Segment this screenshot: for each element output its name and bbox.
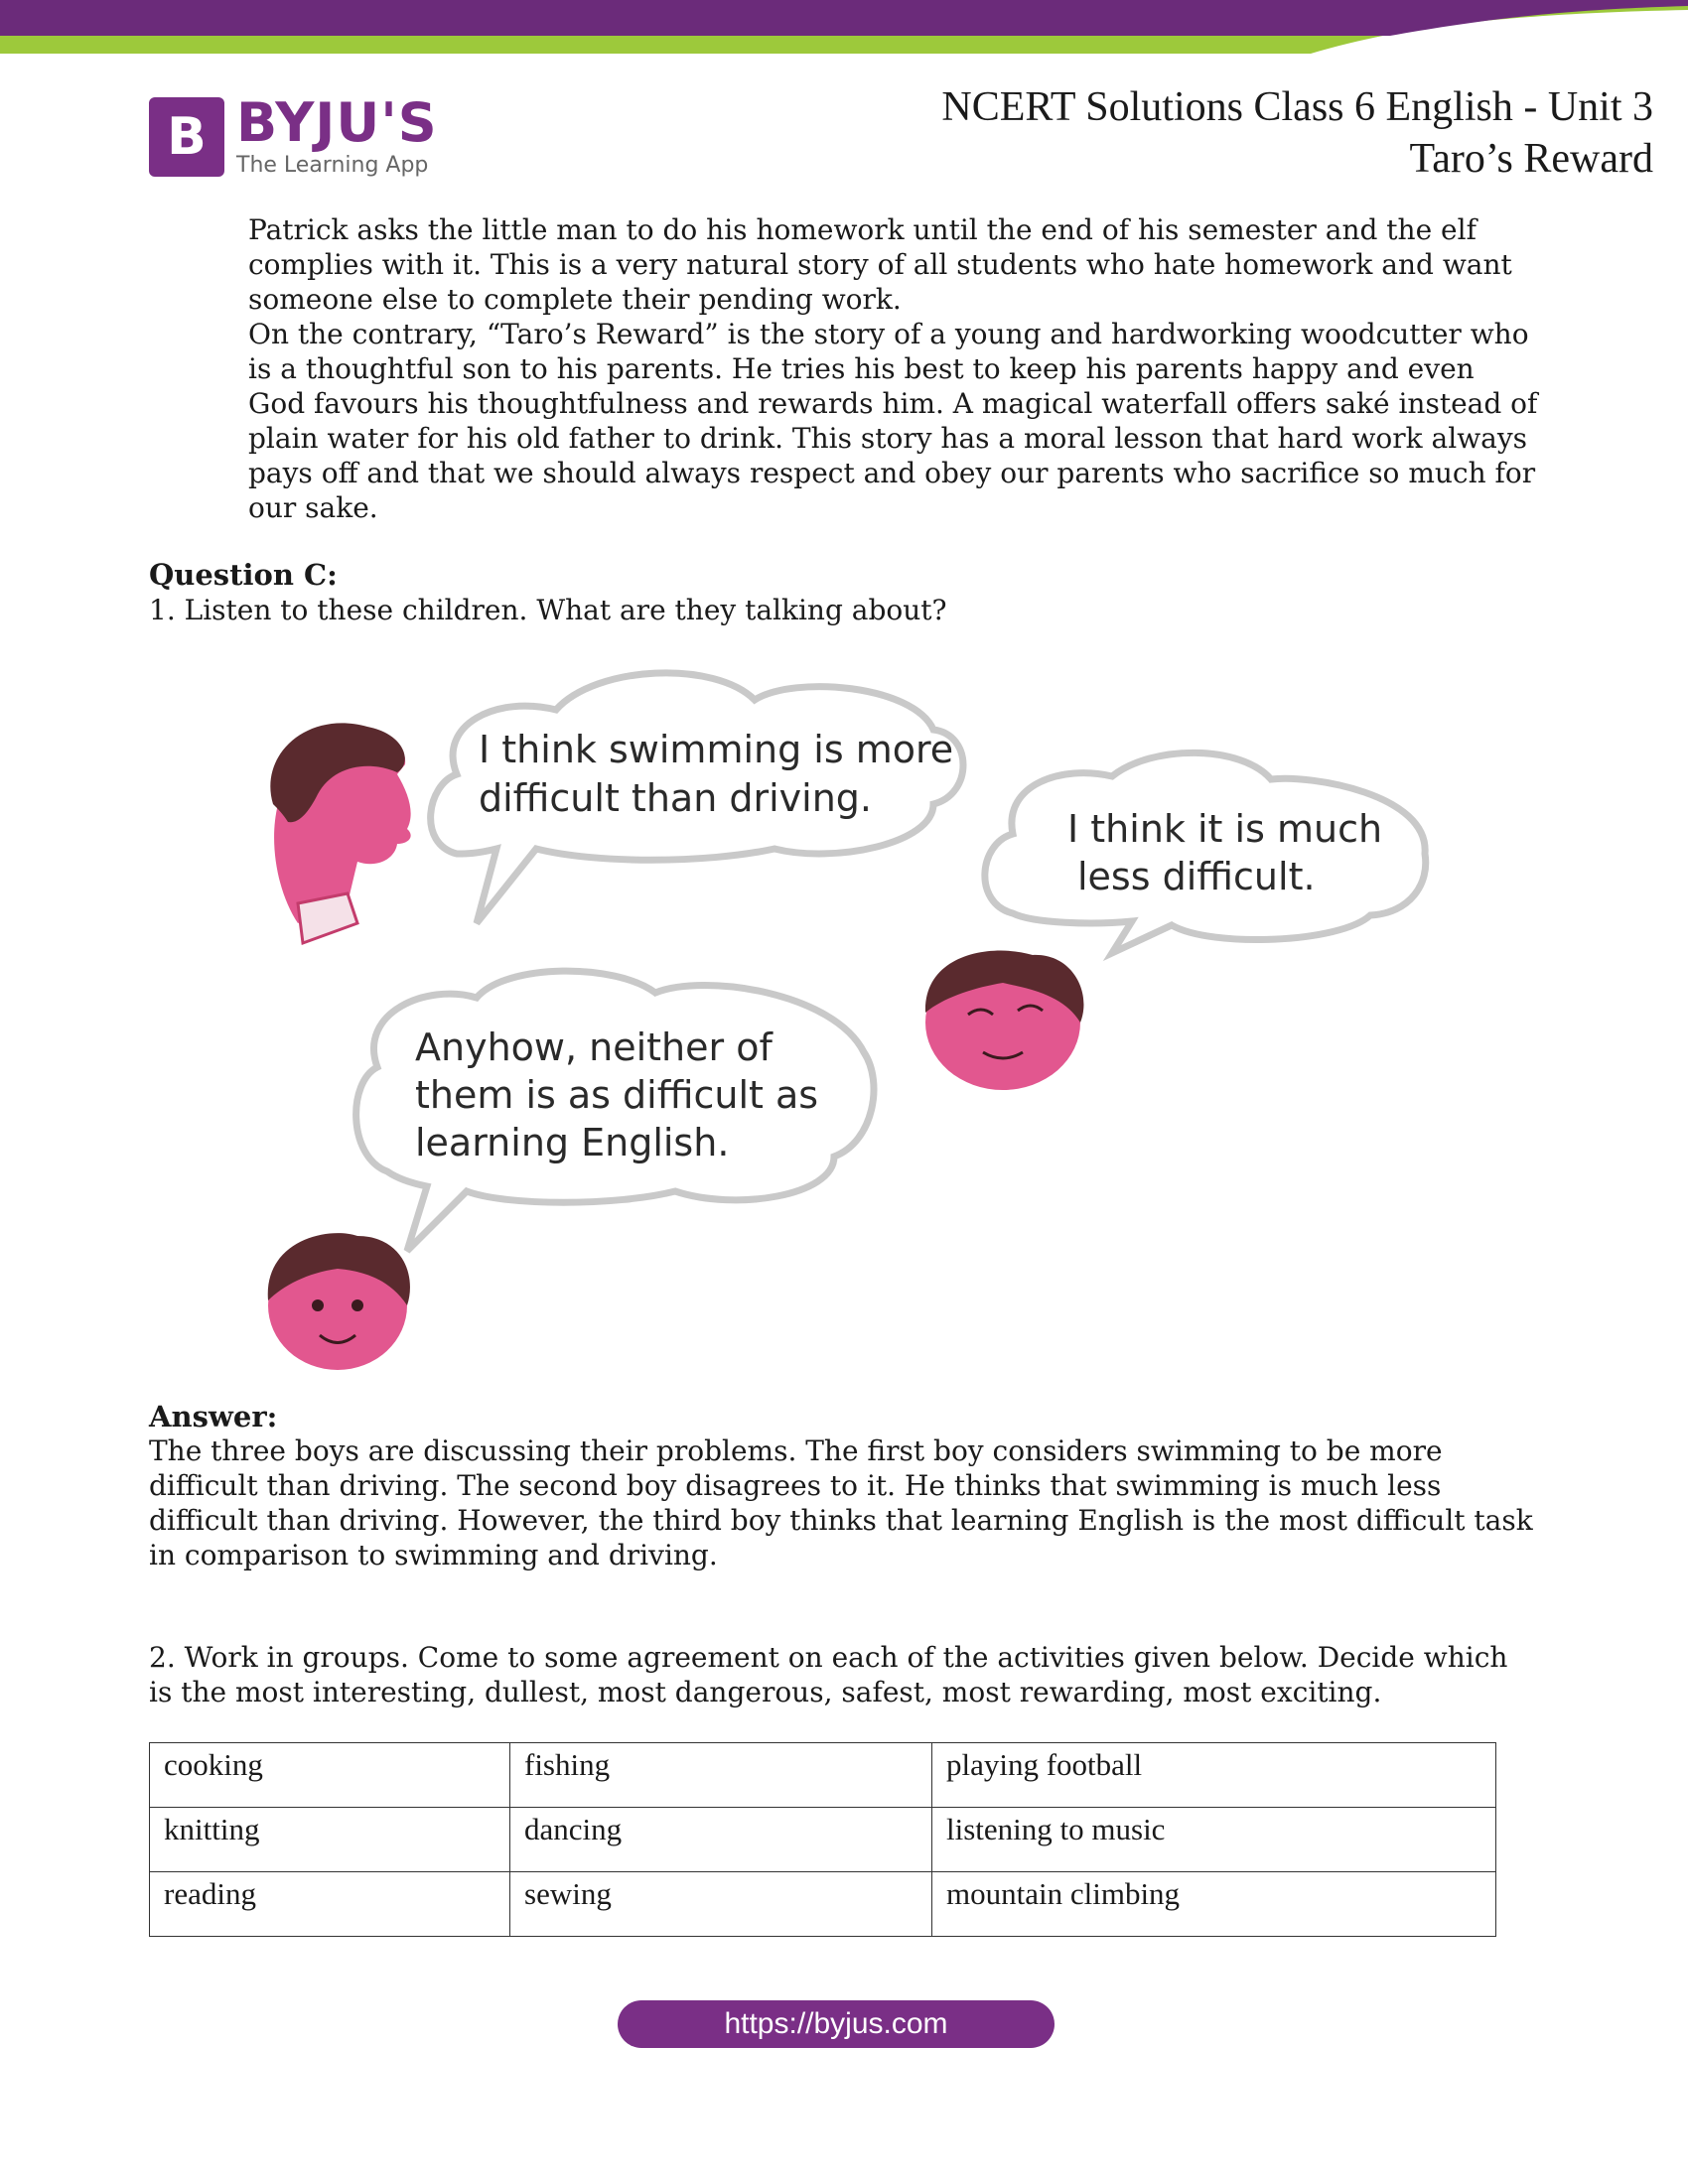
speech-bubble-3 [356, 971, 874, 1251]
table-cell: reading [150, 1872, 510, 1937]
logo-letter: B [167, 107, 207, 167]
bubble-2-line-2: less difficult. [1077, 855, 1316, 898]
activities-table [149, 1742, 1496, 1937]
question-2-text: 2. Work in groups. Come to some agreement on each of the activities given below. Decide which is the most interesting, dullest, most dangerous, safest, most rewarding, most exciting. [149, 1641, 1508, 1708]
answer-text: The three boys are discussing their problems. The first boy considers swimming to be more difficult than driving. The second boy disagrees to it. He thinks that swimming is much less difficult than driving. However, the third boy thinks that learning English is the most difficult task in comparison to swimming and driving. [149, 1434, 1533, 1571]
bubble-2-line-1: I think it is much [1067, 807, 1383, 851]
speech-bubble-2 [985, 752, 1426, 953]
table-cell: dancing [510, 1808, 932, 1872]
bubble-3-line-2: them is as difficult as [415, 1073, 819, 1117]
boy-3-figure [268, 1233, 410, 1370]
document-title [941, 81, 1653, 185]
table-cell: sewing [510, 1872, 932, 1937]
intro-paragraph-1: Patrick asks the little man to do his homework until the end of his semester and the elf complies with it. This is a very natural story of all students who hate homework and want someone else to complete their pending work. [248, 213, 1512, 316]
brand-name: BYJU'S [236, 91, 438, 154]
brand-tagline: The Learning App [236, 153, 429, 178]
bubble-1-line-2: difficult than driving. [479, 776, 872, 820]
intro-paragraph-2: On the contrary, “Taro’s Reward” is the story of a young and hardworking woodcutter who is a thoughtful son to his parents. He tries his best to keep his parents happy and even God favours his thoughtfulness and rewards him. A magical waterfall offers saké instead of plain water for his old father to drink. This story has a moral lesson that hard work always pays off and that we should always respect and obey our parents who sacrifice so much for our sake. [248, 318, 1538, 524]
bubble-3-line-1: Anyhow, neither of [415, 1025, 773, 1069]
intro-section [248, 212, 1539, 525]
title-line-2: Taro’s Reward [1409, 136, 1653, 182]
header-decoration [0, 0, 1688, 60]
answer-heading: Answer: [149, 1400, 278, 1433]
table-row [150, 1743, 1496, 1808]
table-cell: mountain climbing [932, 1872, 1496, 1937]
table-cell: playing football [932, 1743, 1496, 1808]
table-row [150, 1808, 1496, 1872]
table-row [150, 1872, 1496, 1937]
footer-url-link[interactable]: https://byjus.com [618, 2000, 1055, 2048]
speech-bubble-1 [431, 673, 963, 923]
table-cell: cooking [150, 1743, 510, 1808]
purple-stripe [0, 0, 1688, 36]
children-illustration [238, 655, 1450, 1400]
bubble-1-line-1: I think swimming is more [479, 728, 954, 771]
boy-1-figure [270, 723, 410, 943]
table-cell: fishing [510, 1743, 932, 1808]
table-cell: knitting [150, 1808, 510, 1872]
question-c-heading: Question C: [149, 558, 338, 592]
table-cell: listening to music [932, 1808, 1496, 1872]
bubble-3-line-3: learning English. [415, 1121, 730, 1164]
boy-2-figure [925, 951, 1084, 1090]
byjus-logo [149, 91, 447, 181]
title-line-1: NCERT Solutions Class 6 English - Unit 3 [941, 84, 1653, 130]
question-c-text: 1. Listen to these children. What are they talking about? [149, 594, 947, 626]
